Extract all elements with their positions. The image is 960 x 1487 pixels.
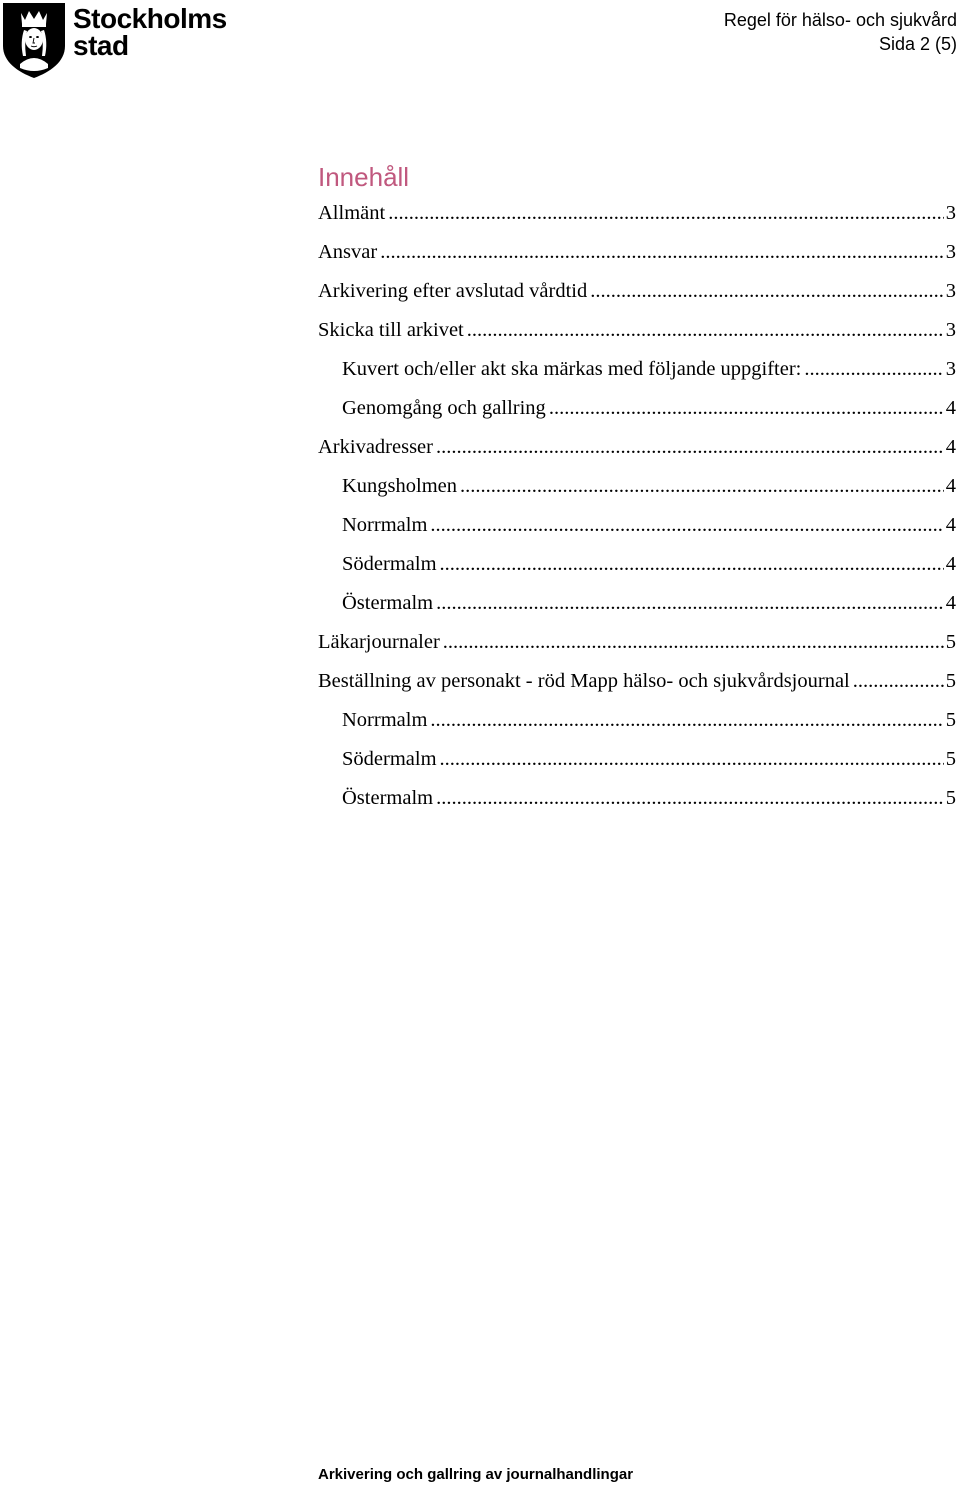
toc-entry-label: Norrmalm (342, 514, 428, 536)
toc-dot-leader (546, 389, 944, 428)
toc-dot-leader (433, 428, 944, 467)
stockholms-stad-logo (0, 0, 240, 82)
toc-entry-label: Beställning av personakt - röd Mapp hälso- och sjukvårdsjournal (318, 670, 850, 692)
logo-line-2: stad (73, 30, 129, 61)
toc-dot-leader (587, 272, 943, 311)
toc-entry[interactable] (318, 389, 958, 428)
toc-entry-page-number: 4 (945, 475, 956, 497)
toc-entry-page-number: 5 (945, 709, 956, 731)
toc-dot-leader (427, 506, 943, 545)
toc-entry-page-number: 5 (945, 748, 956, 770)
toc-entry[interactable] (318, 194, 958, 233)
toc-dot-leader (464, 311, 944, 350)
toc-entry-page-number: 5 (945, 787, 956, 809)
toc-entry-page-number: 3 (945, 241, 956, 263)
toc-entry[interactable] (318, 701, 958, 740)
crest-icon (0, 0, 68, 80)
toc-entry-page-number: 5 (945, 631, 956, 653)
toc-entry[interactable] (318, 233, 958, 272)
toc-dot-leader (385, 194, 944, 233)
toc-entry[interactable] (318, 467, 958, 506)
toc-entry-page-number: 3 (945, 202, 956, 224)
toc-dot-leader (433, 584, 944, 623)
toc-entry[interactable] (318, 428, 958, 467)
toc-entry-label: Kuvert och/eller akt ska märkas med följande uppgifter: (342, 358, 802, 380)
toc-entry-page-number: 5 (945, 670, 956, 692)
table-of-contents (318, 194, 958, 818)
toc-entry-label: Ansvar (318, 241, 378, 263)
toc-entry-label: Norrmalm (342, 709, 428, 731)
toc-entry-label: Östermalm (342, 787, 434, 809)
toc-entry[interactable] (318, 584, 958, 623)
toc-dot-leader (377, 233, 944, 272)
toc-entry-label: Kungsholmen (342, 475, 458, 497)
toc-entry-label: Södermalm (342, 748, 437, 770)
document-title: Regel för hälso- och sjukvård (723, 10, 957, 30)
toc-entry-page-number: 3 (945, 319, 956, 341)
toc-dot-leader (433, 779, 944, 818)
toc-dot-leader (850, 662, 944, 701)
toc-entry[interactable] (318, 545, 958, 584)
toc-entry[interactable] (318, 272, 958, 311)
toc-entry-label: Genomgång och gallring (342, 397, 546, 419)
page-footer: Arkivering och gallring av journalhandlingar (318, 1466, 634, 1483)
toc-entry-page-number: 4 (945, 514, 956, 536)
toc-dot-leader (801, 350, 943, 389)
toc-entry-label: Södermalm (342, 553, 437, 575)
toc-dot-leader (440, 623, 944, 662)
toc-entry-label: Allmänt (318, 202, 386, 224)
toc-entry[interactable] (318, 740, 958, 779)
toc-entry-label: Skicka till arkivet (318, 319, 464, 341)
toc-entry-label: Östermalm (342, 592, 434, 614)
toc-entry[interactable] (318, 662, 958, 701)
toc-entry-label: Arkivering efter avslutad vårdtid (318, 280, 588, 302)
logo-wordmark (73, 5, 227, 59)
toc-heading: Innehåll (318, 162, 410, 192)
toc-dot-leader (437, 740, 944, 779)
page-indicator: Sida 2 (5) (878, 34, 957, 54)
toc-entry[interactable] (318, 623, 958, 662)
toc-entry[interactable] (318, 350, 958, 389)
toc-entry[interactable] (318, 506, 958, 545)
toc-entry-page-number: 4 (945, 436, 956, 458)
toc-entry-page-number: 4 (945, 397, 956, 419)
toc-entry-page-number: 4 (945, 592, 956, 614)
toc-entry-page-number: 3 (945, 280, 956, 302)
toc-dot-leader (427, 701, 943, 740)
toc-dot-leader (437, 545, 944, 584)
toc-entry-label: Läkarjournaler (318, 631, 440, 653)
toc-entry[interactable] (318, 779, 958, 818)
toc-dot-leader (457, 467, 944, 506)
toc-entry-page-number: 4 (945, 553, 956, 575)
toc-entry-label: Arkivadresser (318, 436, 433, 458)
toc-entry[interactable] (318, 311, 958, 350)
toc-entry-page-number: 3 (945, 358, 956, 380)
logo-line-1: Stockholms (73, 3, 227, 34)
page-header (724, 8, 957, 56)
